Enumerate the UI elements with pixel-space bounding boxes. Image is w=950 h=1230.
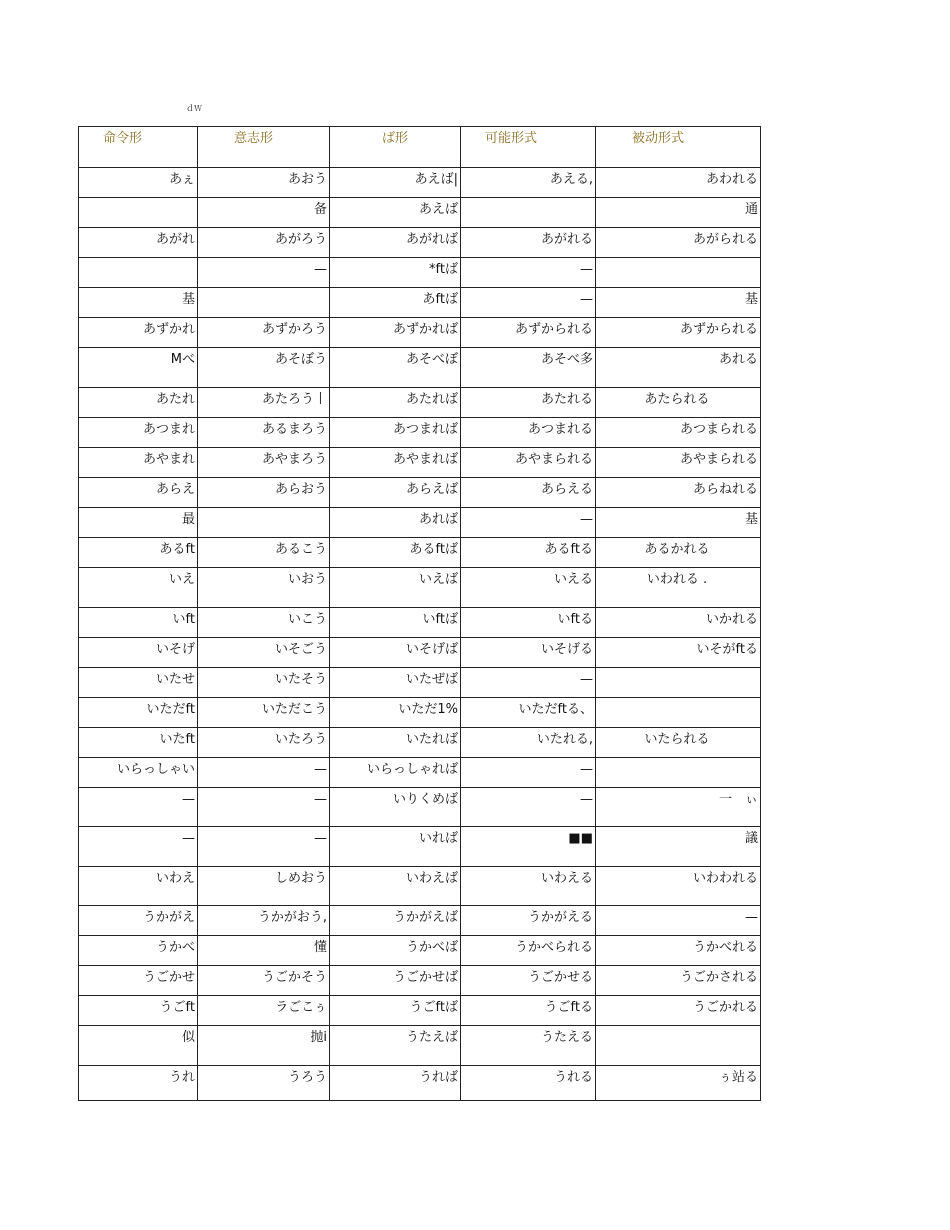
- table-row: [79, 508, 761, 538]
- cell-imperative: いたせ: [79, 668, 198, 698]
- cell-potential: —: [461, 758, 596, 788]
- cell-passive: うごかれる: [596, 996, 761, 1026]
- table-row: [79, 758, 761, 788]
- header-imperative: 命令形: [79, 127, 198, 168]
- cell-passive: 議: [596, 827, 761, 867]
- cell-volitional: うごかそう: [198, 966, 330, 996]
- cell-imperative: あたれ: [79, 388, 198, 418]
- cell-potential: [461, 198, 596, 228]
- cell-conditional: あえば|: [330, 168, 461, 198]
- cell-conditional: いえば: [330, 568, 461, 608]
- table-row: [79, 448, 761, 478]
- cell-conditional: いれば: [330, 827, 461, 867]
- cell-passive: いそがftる: [596, 638, 761, 668]
- cell-passive: 基: [596, 508, 761, 538]
- cell-passive: あらねれる: [596, 478, 761, 508]
- cell-conditional: うたえば: [330, 1026, 461, 1066]
- cell-volitional: [198, 288, 330, 318]
- cell-potential: —: [461, 258, 596, 288]
- header-passive: 被动形式: [596, 127, 761, 168]
- conjugation-table: [78, 126, 761, 1101]
- cell-imperative: うごft: [79, 996, 198, 1026]
- cell-volitional: あそぼう: [198, 348, 330, 388]
- cell-conditional: あれば: [330, 508, 461, 538]
- cell-passive: うごかされる: [596, 966, 761, 996]
- cell-imperative: いft: [79, 608, 198, 638]
- cell-imperative: うごかせ: [79, 966, 198, 996]
- cell-passive: あたられる: [596, 388, 761, 418]
- cell-passive: [596, 668, 761, 698]
- cell-potential: あがれる: [461, 228, 596, 258]
- cell-passive: あずかられる: [596, 318, 761, 348]
- cell-passive: いたられる: [596, 728, 761, 758]
- cell-conditional: *ftば: [330, 258, 461, 288]
- cell-potential: うかがえる: [461, 906, 596, 936]
- cell-passive: —: [596, 906, 761, 936]
- cell-imperative: あずかれ: [79, 318, 198, 348]
- cell-conditional: あそべぼ: [330, 348, 461, 388]
- cell-passive: 基: [596, 288, 761, 318]
- cell-conditional: あらえば: [330, 478, 461, 508]
- cell-potential: いそげる: [461, 638, 596, 668]
- cell-potential: —: [461, 668, 596, 698]
- cell-conditional: うごかせば: [330, 966, 461, 996]
- cell-volitional: いこう: [198, 608, 330, 638]
- cell-potential: いえる: [461, 568, 596, 608]
- cell-volitional: ラごこぅ: [198, 996, 330, 1026]
- cell-conditional: いわえば: [330, 867, 461, 906]
- cell-conditional: いたぜば: [330, 668, 461, 698]
- cell-conditional: あたれば: [330, 388, 461, 418]
- cell-conditional: あるftば: [330, 538, 461, 568]
- cell-conditional: いりくめば: [330, 788, 461, 827]
- cell-conditional: あftば: [330, 288, 461, 318]
- cell-volitional: いただこう: [198, 698, 330, 728]
- cell-potential: うかべられる: [461, 936, 596, 966]
- cell-imperative: いたft: [79, 728, 198, 758]
- cell-volitional: —: [198, 758, 330, 788]
- cell-passive: 一 ぃ: [596, 788, 761, 827]
- cell-volitional: あおう: [198, 168, 330, 198]
- table-body: [79, 168, 761, 1101]
- cell-potential: —: [461, 788, 596, 827]
- table-row: [79, 258, 761, 288]
- cell-potential: あやまられる: [461, 448, 596, 478]
- cell-volitional: あるまろう: [198, 418, 330, 448]
- cell-imperative: [79, 198, 198, 228]
- table-row: [79, 827, 761, 867]
- table-row: [79, 906, 761, 936]
- cell-potential: あらえる: [461, 478, 596, 508]
- cell-volitional: あたろう丨: [198, 388, 330, 418]
- table-row: [79, 1066, 761, 1101]
- cell-conditional: あつまれば: [330, 418, 461, 448]
- cell-passive: [596, 698, 761, 728]
- cell-conditional: あがれば: [330, 228, 461, 258]
- cell-potential: —: [461, 288, 596, 318]
- cell-passive: あわれる: [596, 168, 761, 198]
- table-row: [79, 788, 761, 827]
- page-mark: ｄＷ: [186, 104, 202, 113]
- cell-passive: いわれる .: [596, 568, 761, 608]
- cell-volitional: うろう: [198, 1066, 330, 1101]
- cell-imperative: —: [79, 827, 198, 867]
- cell-conditional: いただ1%: [330, 698, 461, 728]
- cell-imperative: 基: [79, 288, 198, 318]
- cell-passive: [596, 258, 761, 288]
- cell-imperative: あがれ: [79, 228, 198, 258]
- cell-potential: あつまれる: [461, 418, 596, 448]
- cell-volitional: —: [198, 258, 330, 288]
- cell-potential: うごかせる: [461, 966, 596, 996]
- table-row: [79, 478, 761, 508]
- cell-imperative: いわえ: [79, 867, 198, 906]
- header-potential: 可能形式: [461, 127, 596, 168]
- cell-potential: —: [461, 508, 596, 538]
- cell-conditional: いたれば: [330, 728, 461, 758]
- cell-passive: いわわれる: [596, 867, 761, 906]
- cell-imperative: [79, 258, 198, 288]
- cell-volitional: あやまろう: [198, 448, 330, 478]
- cell-conditional: いそげば: [330, 638, 461, 668]
- cell-imperative: いそげ: [79, 638, 198, 668]
- cell-volitional: —: [198, 827, 330, 867]
- cell-passive: [596, 1026, 761, 1066]
- cell-imperative: あるft: [79, 538, 198, 568]
- cell-volitional: [198, 508, 330, 538]
- cell-potential: あたれる: [461, 388, 596, 418]
- table-row: [79, 698, 761, 728]
- cell-volitional: —: [198, 788, 330, 827]
- table-row: [79, 418, 761, 448]
- cell-volitional: あらおう: [198, 478, 330, 508]
- cell-imperative: あらえ: [79, 478, 198, 508]
- table-row: [79, 568, 761, 608]
- cell-conditional: いftば: [330, 608, 461, 638]
- cell-potential: うたえる: [461, 1026, 596, 1066]
- table-row: [79, 608, 761, 638]
- table-row: [79, 638, 761, 668]
- cell-passive: あがられる: [596, 228, 761, 258]
- table-row: [79, 538, 761, 568]
- cell-potential: いftる: [461, 608, 596, 638]
- table-row: [79, 318, 761, 348]
- cell-passive: あるかれる: [596, 538, 761, 568]
- cell-passive: あつまられる: [596, 418, 761, 448]
- table-row: [79, 1026, 761, 1066]
- cell-potential: いただftる、: [461, 698, 596, 728]
- cell-volitional: いおう: [198, 568, 330, 608]
- cell-imperative: 似: [79, 1026, 198, 1066]
- table-row: [79, 867, 761, 906]
- table-row: [79, 348, 761, 388]
- cell-passive: いかれる: [596, 608, 761, 638]
- cell-imperative: うかがえ: [79, 906, 198, 936]
- cell-imperative: あやまれ: [79, 448, 198, 478]
- cell-passive: [596, 758, 761, 788]
- table-row: [79, 228, 761, 258]
- cell-imperative: うかべ: [79, 936, 198, 966]
- cell-conditional: うかがえば: [330, 906, 461, 936]
- cell-potential: いわえる: [461, 867, 596, 906]
- cell-potential: あずかられる: [461, 318, 596, 348]
- cell-conditional: あやまれば: [330, 448, 461, 478]
- table-row: [79, 966, 761, 996]
- cell-conditional: いらっしゃれば: [330, 758, 461, 788]
- table-row: [79, 168, 761, 198]
- cell-conditional: あえば: [330, 198, 461, 228]
- table-row: [79, 668, 761, 698]
- cell-volitional: しめおう: [198, 867, 330, 906]
- cell-volitional: 备: [198, 198, 330, 228]
- cell-conditional: うごftば: [330, 996, 461, 1026]
- table-row: [79, 728, 761, 758]
- cell-volitional: あるこう: [198, 538, 330, 568]
- cell-imperative: いらっしゃい: [79, 758, 198, 788]
- cell-volitional: あがろう: [198, 228, 330, 258]
- cell-conditional: あずかれば: [330, 318, 461, 348]
- cell-imperative: いただft: [79, 698, 198, 728]
- table-row: [79, 996, 761, 1026]
- cell-passive: ぅ站る: [596, 1066, 761, 1101]
- cell-potential: うごftる: [461, 996, 596, 1026]
- cell-potential: あるftる: [461, 538, 596, 568]
- cell-imperative: 最: [79, 508, 198, 538]
- cell-potential: いたれる,: [461, 728, 596, 758]
- cell-imperative: いえ: [79, 568, 198, 608]
- cell-conditional: うかべば: [330, 936, 461, 966]
- cell-imperative: うれ: [79, 1066, 198, 1101]
- header-conditional: ば形: [330, 127, 461, 168]
- table-row: [79, 936, 761, 966]
- cell-volitional: いそごう: [198, 638, 330, 668]
- table-row: [79, 388, 761, 418]
- cell-passive: あやまられる: [596, 448, 761, 478]
- cell-imperative: —: [79, 788, 198, 827]
- cell-volitional: うかがおう,: [198, 906, 330, 936]
- cell-potential: あそべ多: [461, 348, 596, 388]
- table-row: [79, 198, 761, 228]
- cell-volitional: いたそう: [198, 668, 330, 698]
- cell-passive: 通: [596, 198, 761, 228]
- cell-imperative: Mべ: [79, 348, 198, 388]
- cell-potential: うれる: [461, 1066, 596, 1101]
- cell-potential: ■■: [461, 827, 596, 867]
- header-volitional: 意志形: [198, 127, 330, 168]
- cell-volitional: 懂: [198, 936, 330, 966]
- cell-conditional: うれば: [330, 1066, 461, 1101]
- cell-passive: あれる: [596, 348, 761, 388]
- cell-passive: うかべれる: [596, 936, 761, 966]
- table-row: [79, 288, 761, 318]
- cell-volitional: 抛i: [198, 1026, 330, 1066]
- cell-potential: あえる,: [461, 168, 596, 198]
- cell-volitional: いたろう: [198, 728, 330, 758]
- cell-imperative: あぇ: [79, 168, 198, 198]
- cell-volitional: あずかろう: [198, 318, 330, 348]
- header-row: [79, 127, 761, 168]
- cell-imperative: あつまれ: [79, 418, 198, 448]
